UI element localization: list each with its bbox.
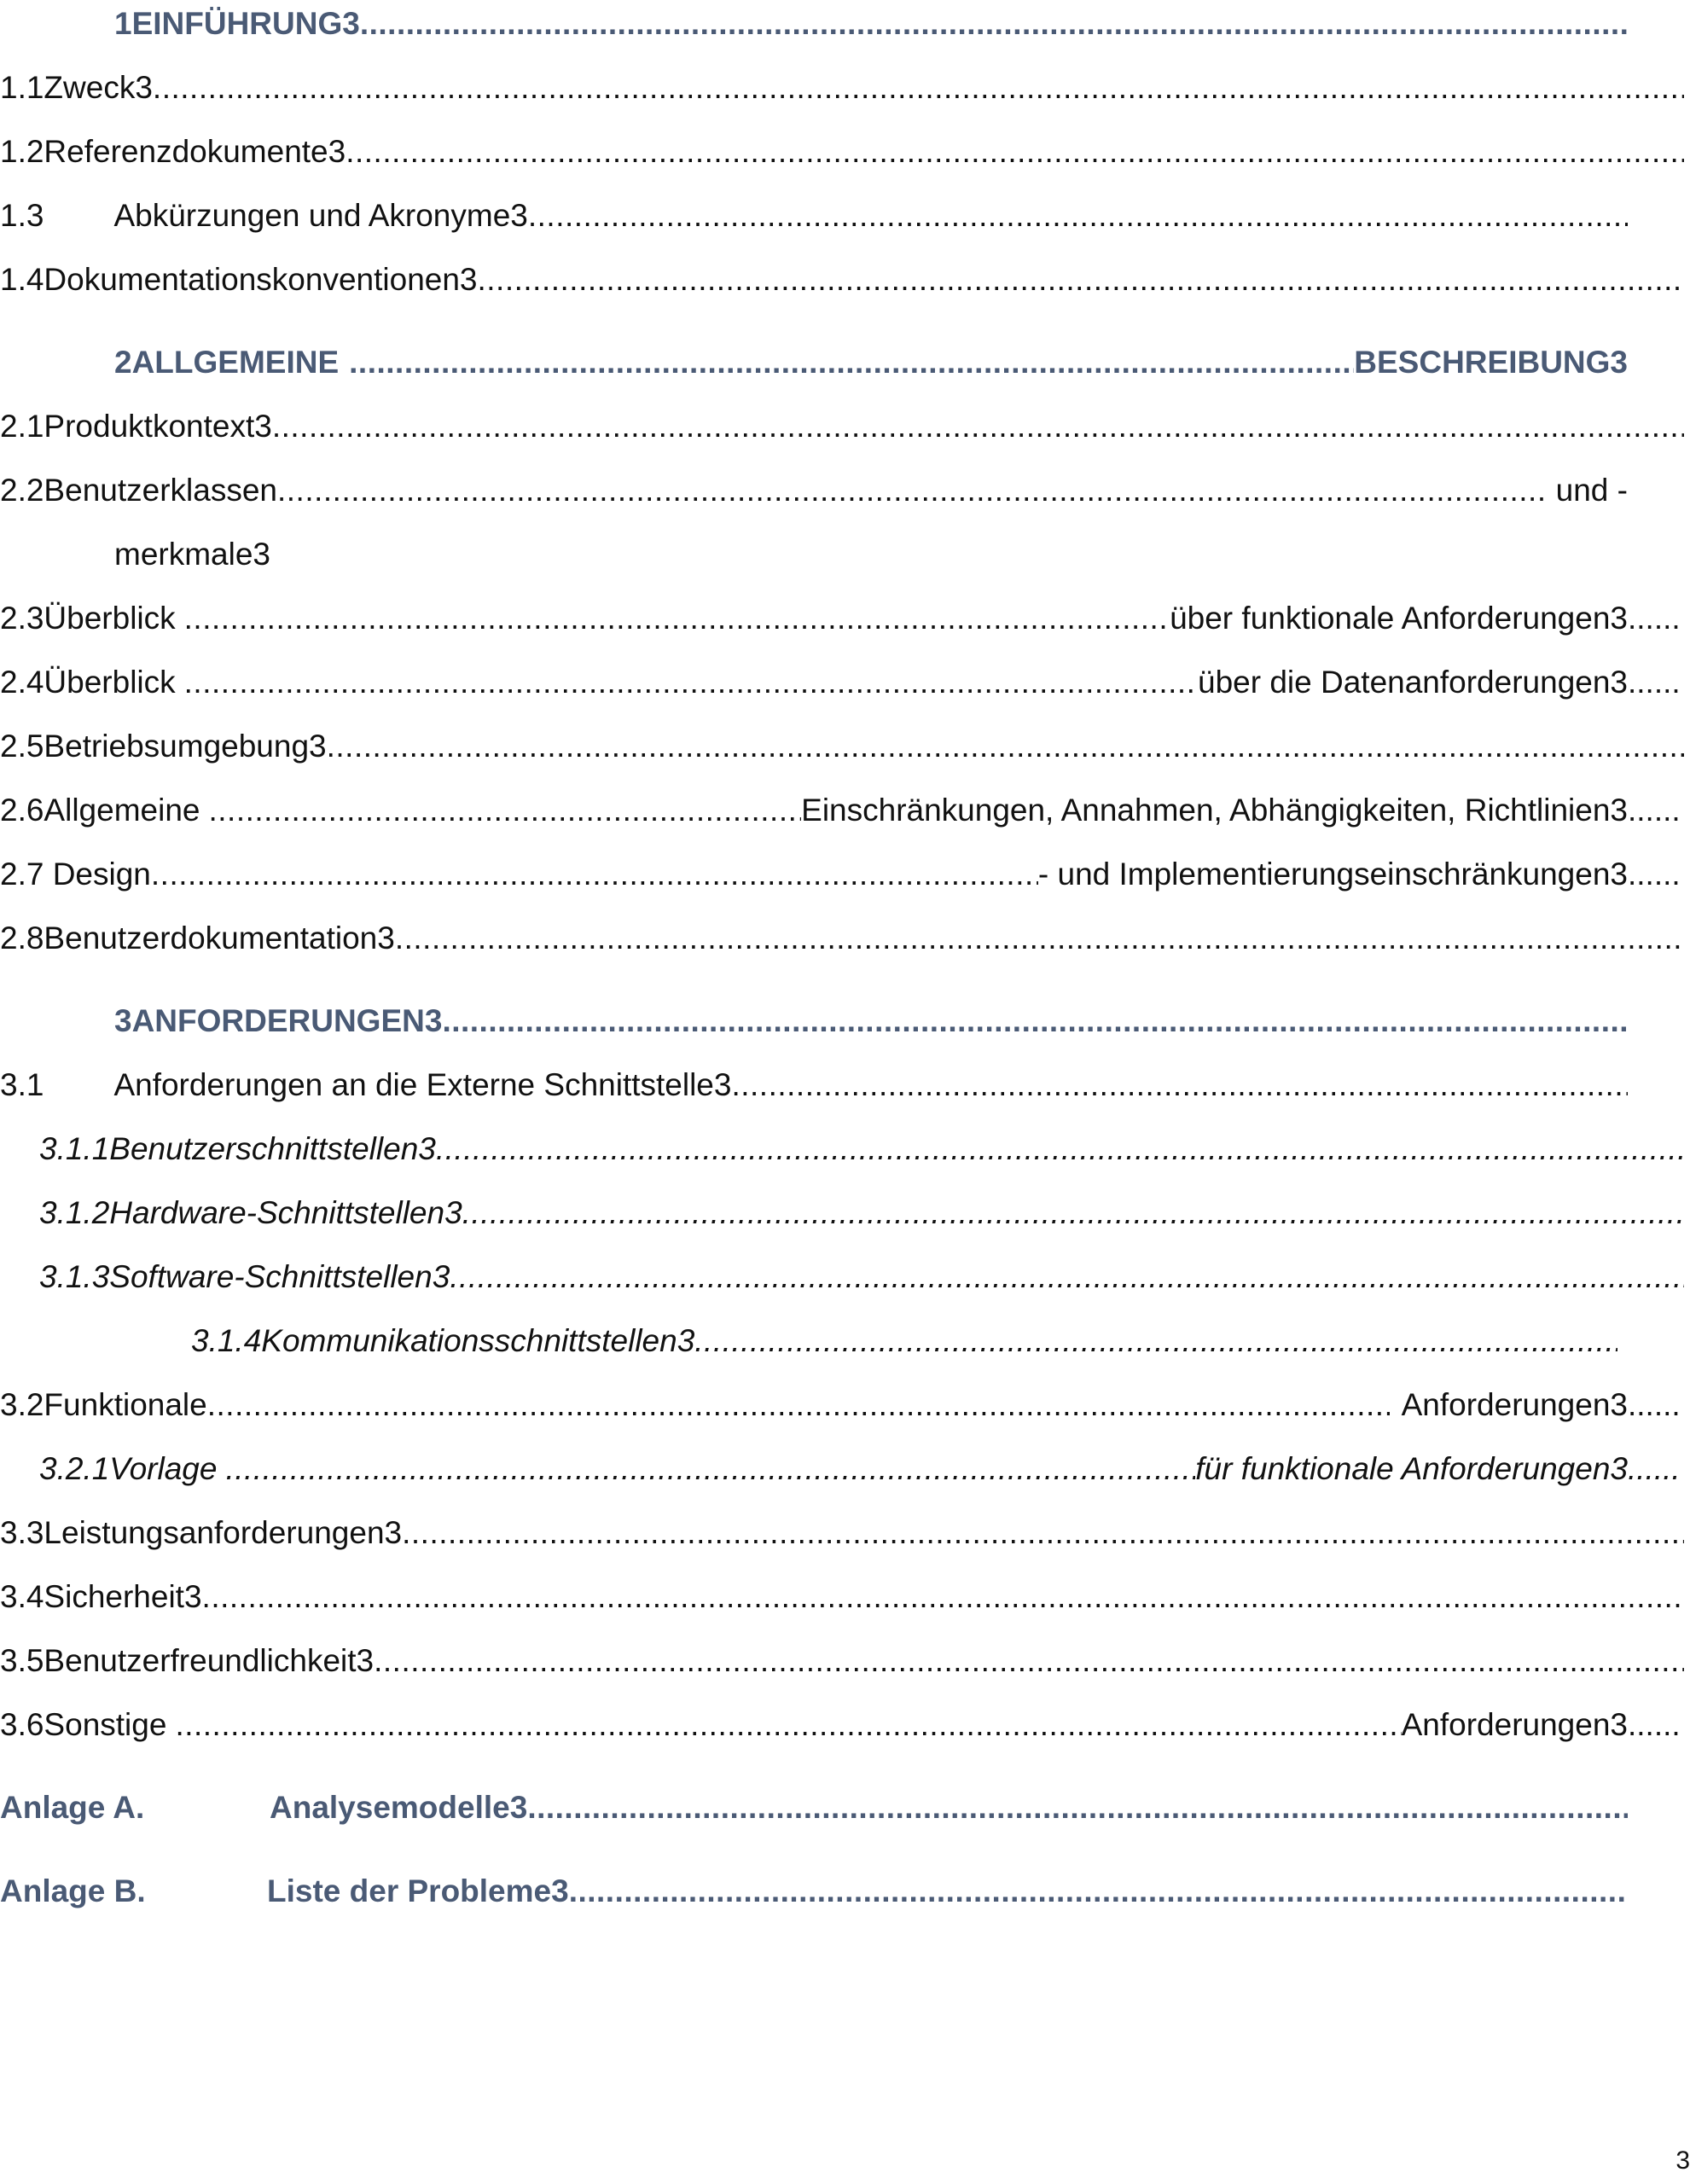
dot-leader: [346, 128, 1684, 176]
dot-leader: [731, 1061, 1628, 1109]
toc-entry-2-4[interactable]: 2.4Überblick ..... über die Datenanforderungen3 ......: [0, 659, 1684, 706]
dot-leader: [527, 1784, 1628, 1832]
toc-entry-text: 2.6Allgemeine: [0, 793, 200, 828]
toc-entry-number: 1.3: [0, 198, 44, 233]
toc-entry-label: Anlage B.: [0, 1873, 146, 1908]
toc-entry-text: 2ALLGEMEINE: [114, 345, 340, 380]
toc-entry-3-1-4[interactable]: [191, 1317, 1617, 1365]
toc-entry-3-2[interactable]: 3.2Funktionale ..... Anforderungen3 ......: [0, 1381, 1684, 1429]
toc-entry-3-1-1[interactable]: [39, 1125, 1684, 1173]
toc-entry-2-6[interactable]: 2.6Allgemeine ..... Einschränkungen, Annahmen, Abhängigkeiten, Richtlinien3 ......: [0, 787, 1684, 834]
toc-entry-annex-a[interactable]: [0, 1784, 1628, 1832]
dot-leader: [153, 64, 1684, 112]
dot-leader: [327, 723, 1684, 770]
toc-entry-text-right: und -: [1555, 473, 1628, 508]
toc-entry-text: 2.4Überblick: [0, 665, 176, 700]
dot-leader: [374, 1637, 1684, 1685]
toc-entry-text: 3.4Sicherheit3: [0, 1579, 202, 1614]
toc-entry-text: 3.1.3Software-Schnittstellen3: [39, 1259, 450, 1294]
toc-entry-text-right: Einschränkungen, Annahmen, Abhängigkeiten, Richtlinien3: [801, 793, 1628, 828]
toc-entry-text: 3.1.1Benutzerschnittstellen3: [39, 1131, 436, 1166]
toc-entry-2-1[interactable]: [0, 403, 1684, 450]
dot-leader: [694, 1317, 1617, 1365]
toc-entry-annex-b[interactable]: [0, 1867, 1628, 1915]
toc-entry-1-3[interactable]: [0, 192, 1628, 240]
toc-entry-text: 3.2.1Vorlage: [39, 1451, 218, 1486]
dot-leader: [442, 997, 1628, 1045]
dot-leader: [395, 915, 1684, 962]
toc-entry-2-3[interactable]: 2.3Überblick ..... über funktionale Anforderungen3 ......: [0, 595, 1684, 642]
dot-leader: [207, 1381, 1390, 1429]
toc-entry-text: 3.5Benutzerfreundlichkeit3: [0, 1643, 375, 1678]
toc-entry-text-right: BESCHREIBUNG3: [1354, 345, 1628, 380]
toc-entry-text: 2.8Benutzerdokumentation3: [0, 921, 395, 956]
toc-entry-3-3[interactable]: [0, 1509, 1684, 1557]
toc-entry-text-right: Anforderungen3: [1401, 1387, 1628, 1422]
toc-entry-text: 2.3Überblick: [0, 601, 176, 636]
toc-entry-3-4[interactable]: [0, 1573, 1684, 1621]
toc-entry-chapter-2[interactable]: [114, 339, 1628, 386]
dot-leader: [277, 467, 1544, 514]
toc-entry-3-6[interactable]: 3.6Sonstige ..... Anforderungen3 ......: [0, 1701, 1684, 1749]
dot-leader: [184, 595, 1170, 642]
dot-leader: [360, 0, 1628, 48]
toc-entry-1-2[interactable]: [0, 128, 1684, 176]
dot-leader: [462, 1189, 1684, 1237]
toc-entry-text-right: für funktionale Anforderungen3: [1195, 1451, 1628, 1486]
toc-entry-text-right: Anforderungen3: [1401, 1707, 1628, 1742]
toc-entry-1-4[interactable]: [0, 256, 1684, 304]
dot-leader: [569, 1867, 1628, 1915]
dot-leader: [349, 339, 1354, 386]
toc-entry-chapter-1[interactable]: [114, 0, 1628, 48]
dot-leader: [175, 1701, 1401, 1749]
toc-entry-2-7[interactable]: 2.7 Design ..... - und Implementierungseinschränkungen3 ......: [0, 851, 1684, 898]
toc-entry-2-5[interactable]: [0, 723, 1684, 770]
dot-leader: [402, 1509, 1684, 1557]
toc-entry-text: Liste der Probleme3: [267, 1873, 569, 1908]
toc-entry-number: 3.1: [0, 1067, 44, 1102]
dot-leader: [202, 1573, 1684, 1621]
toc-entry-text: 1.1Zweck3: [0, 70, 153, 105]
toc-entry-label: Anlage A.: [0, 1790, 145, 1825]
toc-entry-3-1-2[interactable]: [39, 1189, 1684, 1237]
toc-entry-3-1-3[interactable]: [39, 1253, 1684, 1301]
toc-entry-text: 2.1Produktkontext3: [0, 409, 272, 444]
dot-leader: [528, 192, 1628, 240]
toc-entry-text: 3.1.2Hardware-Schnittstellen3: [39, 1195, 462, 1230]
toc-entry-text: 1.4Dokumentationskonventionen3: [0, 262, 478, 297]
dot-leader: [272, 403, 1684, 450]
toc-entry-text-right: über die Datenanforderungen3: [1198, 665, 1628, 700]
page-number: 3: [1675, 2146, 1690, 2175]
dot-leader: [151, 851, 1038, 898]
toc-entry-2-2[interactable]: [0, 467, 1628, 514]
dot-leader: [184, 659, 1198, 706]
toc-entry-3-5[interactable]: [0, 1637, 1684, 1685]
toc-entry-text-right: - und Implementierungseinschränkungen3: [1037, 857, 1628, 892]
toc-entry-text: 3.3Leistungsanforderungen3: [0, 1515, 403, 1550]
toc-entry-text: merkmale3: [114, 537, 270, 572]
toc-entry-text: 2.5Betriebsumgebung3: [0, 729, 327, 764]
toc-entry-text: Analysemodelle3: [270, 1790, 528, 1825]
dot-leader: [450, 1253, 1684, 1301]
toc-entry-2-2-continuation: [114, 531, 626, 578]
toc-entry-text: Anforderungen an die Externe Schnittstelle3: [113, 1067, 732, 1102]
toc-entry-chapter-3[interactable]: [114, 997, 1628, 1045]
toc-entry-text: 2.7 Design: [0, 857, 151, 892]
dot-leader: [436, 1125, 1684, 1173]
toc-entry-text: Abkürzungen und Akronyme3: [113, 198, 528, 233]
toc-entry-text-right: über funktionale Anforderungen3: [1170, 601, 1628, 636]
toc-entry-text: 3.2Funktionale: [0, 1387, 207, 1422]
dot-leader: [478, 256, 1685, 304]
toc-entry-text: 3.6Sonstige: [0, 1707, 167, 1742]
toc-entry-3-1[interactable]: [0, 1061, 1628, 1109]
toc-entry-text: 1EINFÜHRUNG3: [114, 6, 360, 41]
toc-entry-1-1[interactable]: [0, 64, 1684, 112]
dot-leader: [208, 787, 801, 834]
toc-entry-3-2-1[interactable]: 3.2.1Vorlage ..... für funktionale Anforderungen3 ......: [39, 1445, 1684, 1493]
toc-entry-2-8[interactable]: [0, 915, 1684, 962]
dot-leader: [225, 1445, 1195, 1493]
toc-entry-text: 2.2Benutzerklassen: [0, 473, 277, 508]
toc-entry-text: 3ANFORDERUNGEN3: [114, 1003, 443, 1038]
toc-entry-text: 1.2Referenzdokumente3: [0, 134, 346, 169]
toc-entry-text: 3.1.4Kommunikationsschnittstellen3: [191, 1323, 695, 1358]
